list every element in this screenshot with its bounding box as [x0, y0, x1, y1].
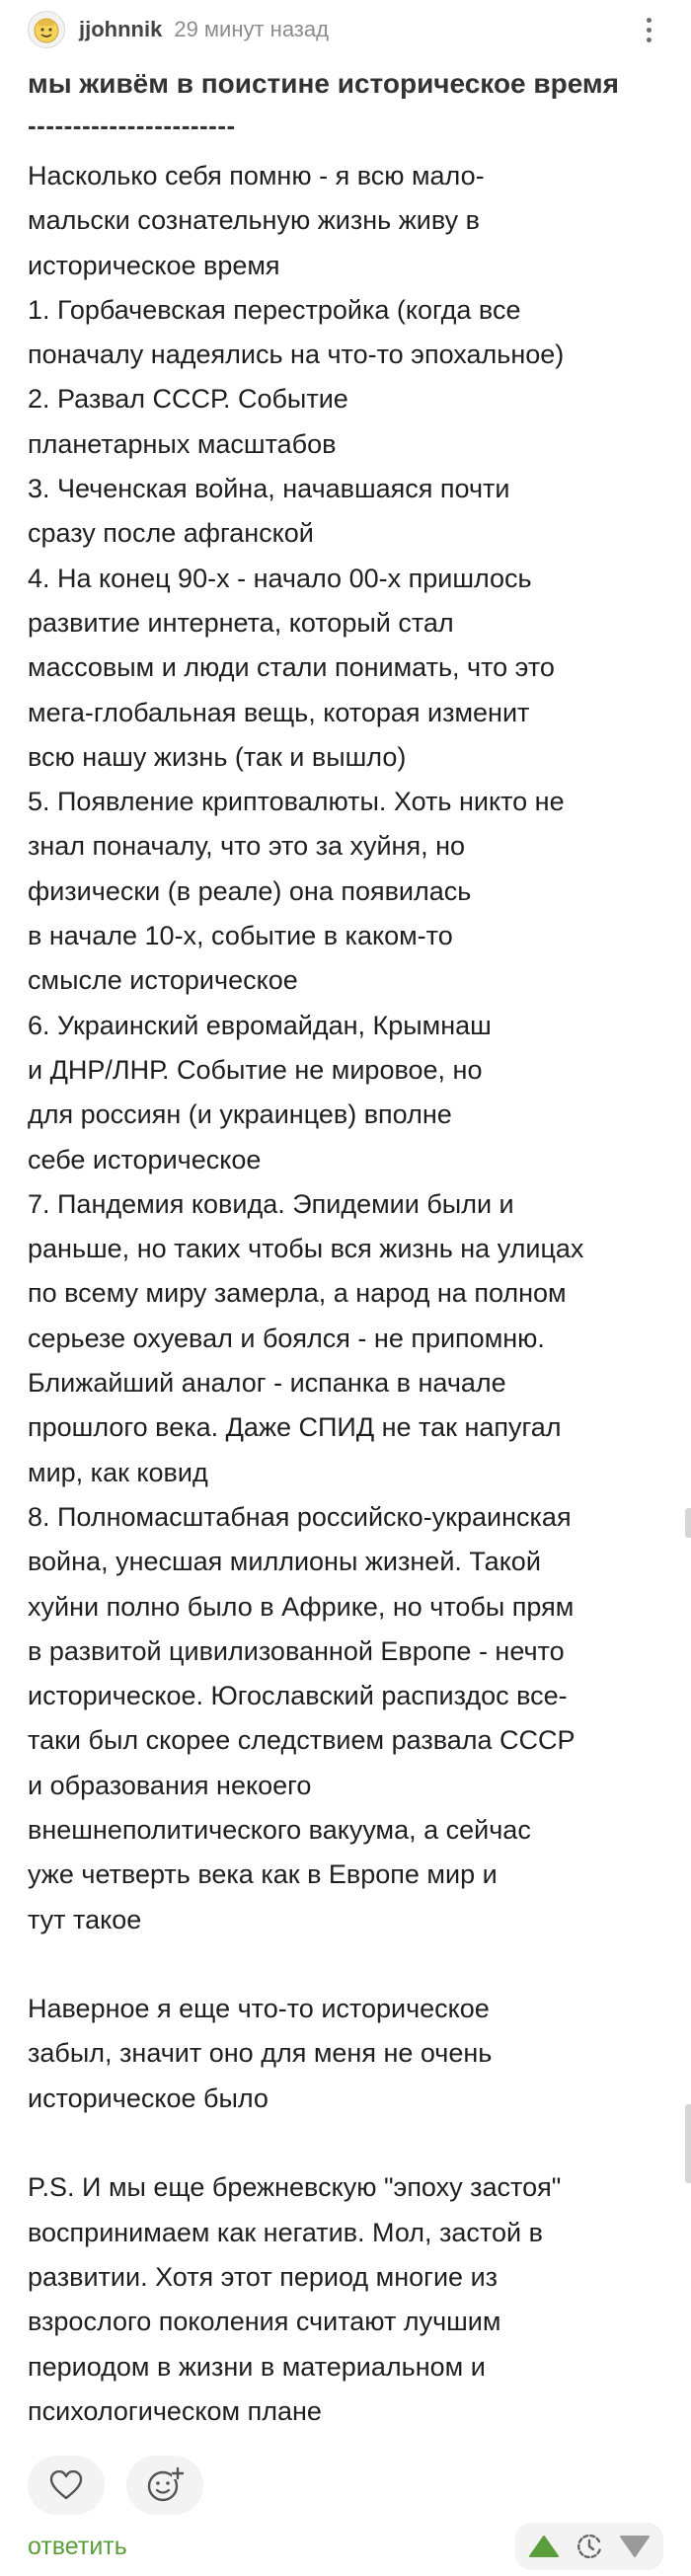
avatar[interactable]	[28, 11, 65, 48]
arrow-down-icon	[619, 2535, 651, 2558]
emoji-add-icon	[146, 2466, 184, 2504]
downvote-button[interactable]	[615, 2527, 654, 2566]
timestamp: 29 минут назад	[174, 17, 329, 41]
more-options-icon[interactable]	[634, 10, 663, 49]
comment-actions	[28, 2456, 203, 2515]
like-button[interactable]	[28, 2456, 105, 2515]
heart-icon	[49, 2470, 83, 2500]
avatar-image	[32, 15, 61, 44]
arrow-up-icon	[528, 2535, 560, 2558]
comment-header	[28, 8, 663, 51]
rating-widget	[515, 2523, 663, 2570]
rating-clock-icon	[575, 2532, 604, 2561]
reply-link[interactable]: ответить	[28, 2533, 127, 2560]
upvote-button[interactable]	[524, 2527, 564, 2566]
scroll-marker[interactable]	[685, 1508, 691, 1538]
emoji-reaction-button[interactable]	[126, 2456, 203, 2515]
comment-body: Насколько себя помню - я всю мало- мальски сознательную жизнь живу в историческое время 1. Горбачевская перестройка (когда все поначалу надеялись на что-то эпохальное) 2. Развал СССР. Событие планетарных масштабов 3. Чеченская война, начавшаяся почти сразу после афганской 4. На конец 90-х - начало 00-х пришлось развитие интернета, который стал массовым и люди стали понимать, что это мега-глобальная вещь, которая изменит всю нашу жизнь (так и вышло) 5. Появление криптовалюты. Хоть никто не знал поначалу, что это за хуйня, но физически (в реале) она появилась в начале 10-х, событие в каком-то смысле историческое 6. Украинский евромайдан, Крымнаш и ДНР/ЛНР. Событие не мировое, но для россиян (и украинцев) вполне себе историческое 7. Пандемия ковида. Эпидемии были и раньше, но таких чтобы вся жизнь на улицах по всему миру замерла, а народ на полном серьезе охуевал и боялся - не припомню. Ближайший аналог - испанка в начале прошлого века. Даже СПИД не так напугал мир, как ковид 8. Полномасштабная российско-украинская война, унесшая миллионы жизней. Такой хуйни полно было в Африке, но чтобы прям в развитой цивилизованной Европе - нечто историческое. Югославский распиздос все- таки был скорее следствием развала СССР и образования некоего внешнеполитического вакуума, а сейчас уже четверть века как в Европе мир и тут такое Наверное я еще что-то историческое забыл, значит оно для меня не очень историческое было P.S. И мы еще брежневскую "эпоху застоя" воспринимаем как негатив. Мол, застой в развитии. Хотя этот период многие из взрослого поколения считают лучшим периодом в жизни в материальном и психологическом плане	[28, 161, 584, 2426]
title-separator: -----------------------	[28, 111, 236, 140]
username[interactable]: jjohnnik	[79, 17, 163, 41]
rating-clock-button[interactable]	[570, 2527, 609, 2566]
comment-title: мы живём в поистине историческое время	[28, 68, 619, 99]
scroll-marker[interactable]	[685, 2104, 691, 2183]
